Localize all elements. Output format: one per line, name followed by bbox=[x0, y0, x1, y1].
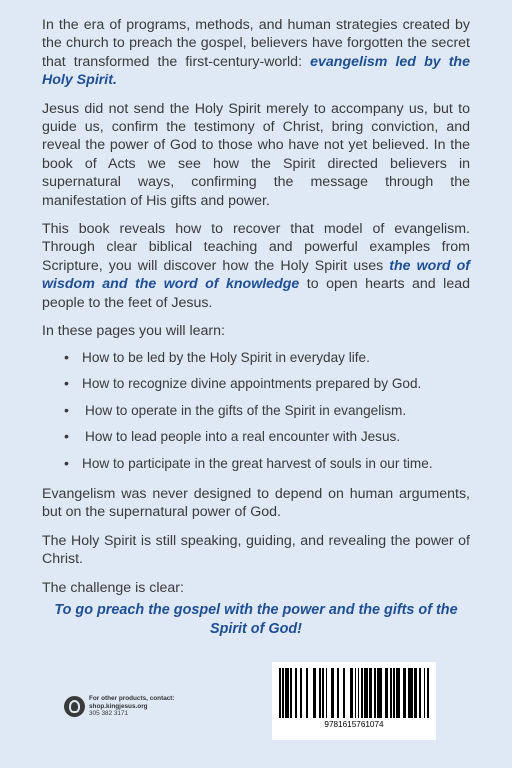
paragraph-intro bbox=[42, 16, 470, 90]
contact-info bbox=[89, 695, 175, 718]
phone-number: 305 382 3171 bbox=[89, 710, 129, 718]
barcode-bars bbox=[279, 668, 429, 718]
website-link[interactable]: shop.kingjesus.org bbox=[89, 702, 148, 710]
list-item: • How to recognize divine appointments prepared by God. bbox=[64, 376, 422, 392]
bullet: • bbox=[64, 376, 69, 392]
back-cover-text bbox=[42, 16, 470, 639]
intro-text: In the era of programs, methods, and human strategies created by the church to preach the gospel, believers have forgotten the secret that transformed the first-century-world: bbox=[42, 17, 470, 70]
learn-intro: In these pages you will learn: bbox=[42, 323, 225, 340]
paragraph-book bbox=[42, 220, 470, 312]
closing-statement: To go preach the gospel with the power and the gifts of the Spirit of God! bbox=[54, 602, 458, 638]
intro-emphasis: evangelism led by the Holy Spirit. bbox=[42, 53, 470, 89]
ministry-logo-icon bbox=[64, 696, 85, 717]
bullet: • bbox=[64, 455, 69, 472]
bullet: • bbox=[64, 429, 69, 445]
barcode bbox=[272, 662, 436, 740]
paragraph-still-speaking: The Holy Spirit is still speaking, guiding, and revealing the power of Christ. bbox=[42, 532, 470, 568]
list-item: • How to be led by the Holy Spirit in everyday life. bbox=[64, 349, 370, 366]
bullet: • bbox=[64, 349, 69, 366]
book-emphasis: the word of wisdom and the word of knowledge bbox=[42, 257, 470, 293]
paragraph-holy-spirit: Jesus did not send the Holy Spirit merely to accompany us, but to guide us, confirm the testimony of Christ, bring conviction, and reveal the power of God to those who have not yet believed. In the book of Acts we see how the Spirit directed believers in supernatural ways, confirming the message through the manifestation of His gifts and power. bbox=[42, 100, 470, 209]
footer-contact bbox=[64, 695, 175, 718]
bullet: • bbox=[64, 402, 69, 419]
learn-list bbox=[42, 349, 470, 482]
isbn-number: 9781615761074 bbox=[324, 720, 384, 729]
paragraph-challenge: The challenge is clear: bbox=[42, 579, 184, 596]
contact-label: For other products, contact: bbox=[89, 695, 175, 702]
barcode-bar bbox=[427, 668, 429, 718]
list-item: • How to lead people into a real encounter with Jesus. bbox=[64, 429, 401, 445]
list-item: • How to operate in the gifts of the Spirit in evangelism. bbox=[64, 402, 407, 419]
paragraph-evangelism: Evangelism was never designed to depend on human arguments, but on the supernatural power of God. bbox=[42, 486, 470, 521]
book-text-before: This book reveals how to recover that model of evangelism. Through clear biblical teaching and powerful examples from Scripture, you will discover how the Holy Spirit uses bbox=[42, 221, 470, 274]
book-text-after: to open hearts and lead people to the feet of Jesus. bbox=[42, 276, 470, 311]
list-item: • How to participate in the great harvest of souls in our time. bbox=[64, 455, 433, 472]
